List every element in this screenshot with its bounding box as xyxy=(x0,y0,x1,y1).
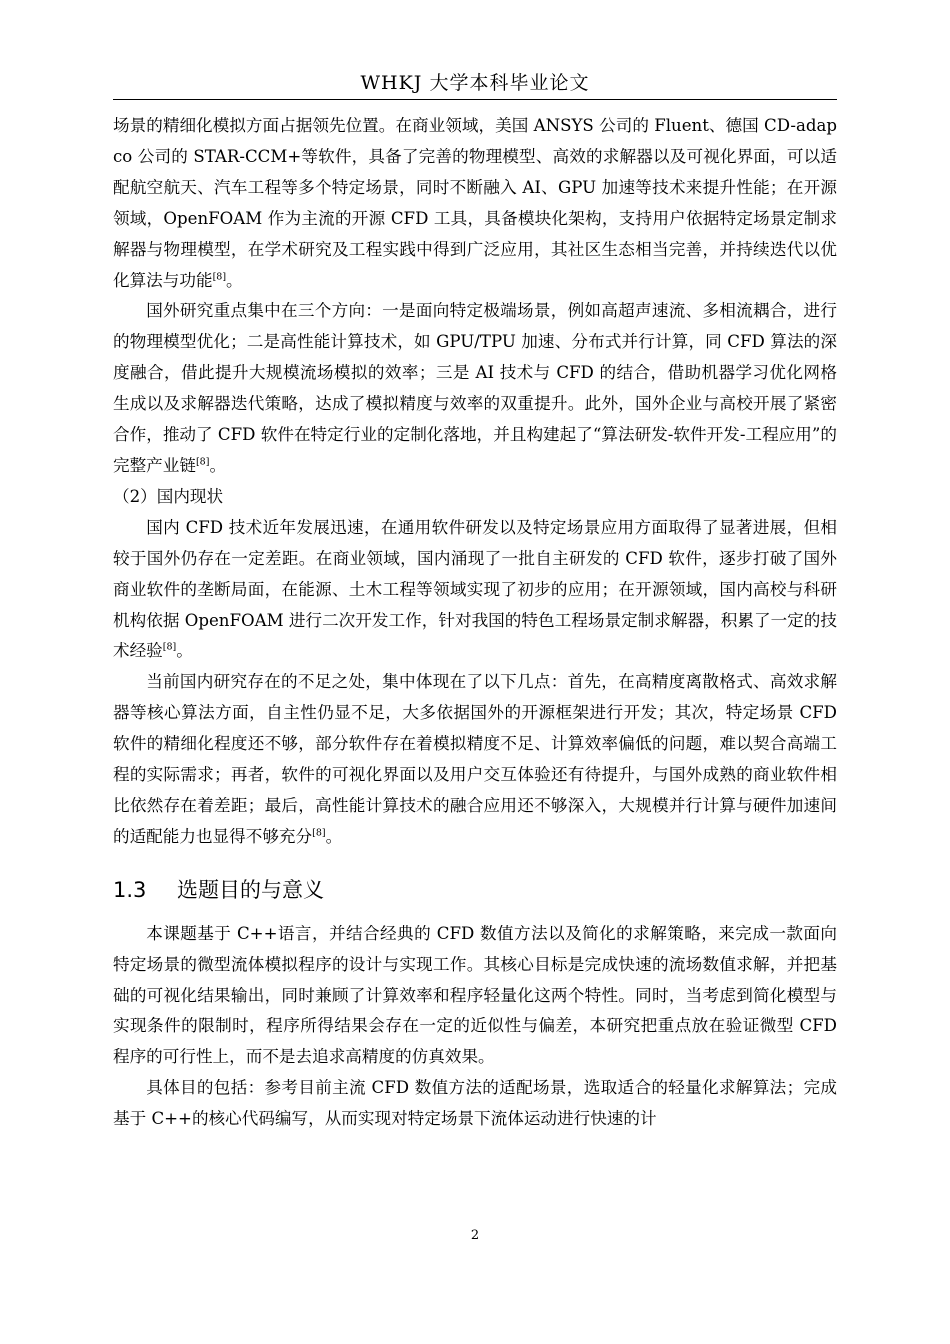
subheading-domestic-status: （2）国内现状 xyxy=(113,486,224,506)
paragraph-objective: 本课题基于 C++语言，并结合经典的 CFD 数值方法以及简化的求解策略，来完成一款面向特定场景的微型流体模拟程序的设计与实现工作。其核心目标是完成快速的流场数值求解，并把基础的可视化结果输出，同时兼顾了计算效率和程序轻量化这两个特性。同时，当考虑到简化模型与实现条件的限制时，程序所得结果会存在一定的近似性与偏差，本研究把重点放在验证微型 CFD 程序的可行性上，而不是去追求高精度的仿真效果。 xyxy=(113,923,837,1067)
citation: [8] xyxy=(212,271,227,282)
paragraph-domestic-shortcomings: 当前国内研究存在的不足之处，集中体现在了以下几点：首先，在高精度离散格式、高效求解器等核心算法方面，自主性仍显不足，大多依据国外的开源框架进行开发；其次，特定场景 CFD 软件的精细化程度还不够，部分软件存在着模拟精度不足、计算效率偏低的问题，难以契合高端工程的实际需求；再者，软件的可视化界面以及用户交互体验还有待提升，与国外成熟的商业软件相比依然存在着差距；最后，高性能计算技术的融合应用还不够深入，大规模并行计算与硬件加速间的适配能力也显得不够充分[8]。 xyxy=(113,672,837,846)
page-number: 2 xyxy=(470,1228,480,1243)
citation: [8] xyxy=(312,827,326,839)
citation: [8] xyxy=(162,641,177,653)
section-title: 选题目的与意义 xyxy=(177,877,324,902)
section-number: 1.3 xyxy=(113,877,147,902)
paragraph-foreign-software: 场景的精细化模拟方面占据领先位置。在商业领域，美国 ANSYS 公司的 Fluent、德国 CD-adapco 公司的 STAR-CCM+等软件，具备了完善的物理模型、高效的求解器以及可视化界面，可以适配航空航天、汽车工程等多个特定场景，同时不断融入 AI、GPU 加速等技术来提升性能；在开源领域，OpenFOAM 作为主流的开源 CFD 工具，具备模块化架构，支持用户依据特定场景定制求解器与物理模型，在学术研究及工程实践中得到广泛应用，其社区生态相当完善，并持续迭代以优化算法与功能[8]。 xyxy=(113,116,837,290)
paragraph-domestic-progress: 国内 CFD 技术近年发展迅速，在通用软件研发以及特定场景应用方面取得了显著进展，但相较于国外仍存在一定差距。在商业领域，国内涌现了一批自主研发的 CFD 软件，逐步打破了国外商业软件的垄断局面，在能源、土木工程等领域实现了初步的应用；在开源领域，国内高校与科研机构依据 OpenFOAM 进行二次开发工作，针对我国的特色工程场景定制求解器，积累了一定的技术经验[8]。 xyxy=(113,517,837,661)
paragraph-foreign-research: 国外研究重点集中在三个方向：一是面向特定极端场景，例如高超声速流、多相流耦合，进行的物理模型优化；二是高性能计算技术，如 GPU/TPU 加速、分布式并行计算，同 CFD 算法的深度融合，借此提升大规模流场模拟的效率；三是 AI 技术与 CFD 的结合，借助机器学习优化网格生成以及求解器迭代策略，达成了模拟精度与效率的双重提升。此外，国外企业与高校开展了紧密合作，推动了 CFD 软件在特定行业的定制化落地，并且构建起了“算法研发-软件开发-工程应用”的完整产业链[8]。 xyxy=(113,301,837,475)
paragraph-specific-goals: 具体目的包括：参考目前主流 CFD 数值方法的适配场景，选取适合的轻量化求解算法；完成基于 C++的核心代码编写，从而实现对特定场景下流体运动进行快速的计 xyxy=(113,1078,837,1129)
page-body xyxy=(113,111,837,1135)
citation: [8] xyxy=(195,456,210,468)
section-heading xyxy=(113,873,837,907)
header-rule xyxy=(113,99,837,100)
running-header: WHKJ 大学本科毕业论文 xyxy=(360,72,590,94)
